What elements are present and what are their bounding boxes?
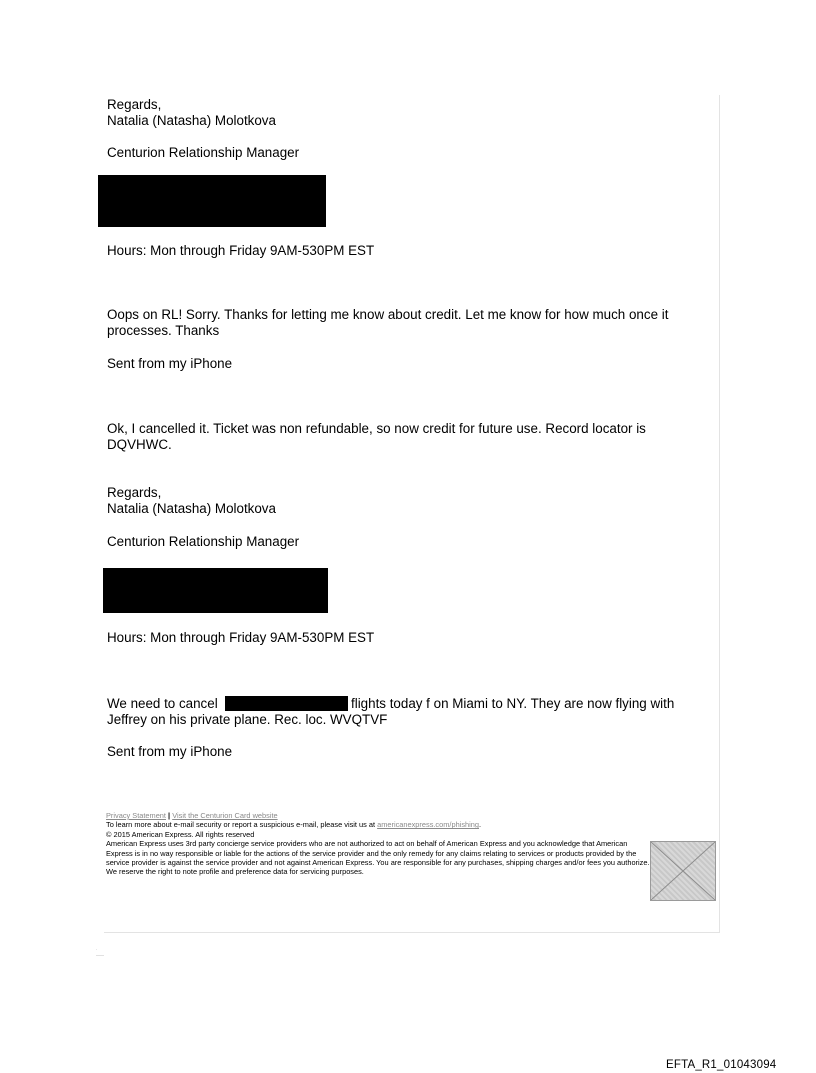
- security-notice: [106, 820, 651, 829]
- message-body: Ok, I cancelled it. Ticket was non refundable, so now credit for future use. Record locator is DQVHWC.: [107, 421, 646, 452]
- signature-name: Natalia (Natasha) Molotkova: [107, 113, 276, 128]
- message-body-cont: flights today f on Miami to NY. They are now flying with: [351, 696, 675, 711]
- email-footer: [106, 811, 651, 877]
- broken-image-icon: [651, 842, 715, 900]
- email-frame-bottom-border: [104, 932, 720, 933]
- redaction-box: [98, 175, 326, 227]
- privacy-statement-link[interactable]: Privacy Statement: [106, 811, 166, 820]
- redaction-box: [103, 568, 328, 613]
- message-body-line2: Jeffrey on his private plane. Rec. loc. WVQTVF: [107, 712, 388, 727]
- phishing-link[interactable]: americanexpress.com/phishing: [377, 820, 479, 830]
- disclaimer-text: American Express uses 3rd party concierge service providers who are not authorized to act on behalf of American Express and you acknowledge that American Express is in no way responsible or liable for the actions of the service provider and the only remedy for any claims relating to services or products provided by the service provider is against the service provider and not against American Express. You are responsible for any purchases, shipping charges and/or fees you authorize. We reserve the right to note profile and preference data for servicing purposes.: [106, 839, 650, 877]
- message-body-start: We need to cancel: [107, 696, 218, 711]
- security-text: To learn more about e-mail security or report a suspicious e-mail, please visit us at: [106, 820, 378, 830]
- redaction-box: [225, 696, 348, 711]
- signature-name: Natalia (Natasha) Molotkova: [107, 501, 276, 516]
- footer-link-separator: |: [168, 811, 171, 820]
- message-body: Oops on RL! Sorry. Thanks for letting me know about credit. Let me know for how much once it processes. Thanks: [107, 307, 669, 338]
- email-frame-right-border: [719, 95, 720, 933]
- signature-hours: Hours: Mon through Friday 9AM-530PM EST: [107, 630, 375, 645]
- security-tail: .: [478, 820, 482, 830]
- broken-image-placeholder: [650, 841, 716, 901]
- signature-title: Centurion Relationship Manager: [107, 534, 300, 549]
- centurion-website-link[interactable]: Visit the Centurion Card website: [172, 811, 278, 820]
- footer-links-row: [106, 811, 651, 820]
- signature-regards: Regards,: [107, 485, 162, 500]
- signature-regards: Regards,: [107, 97, 162, 112]
- scan-artifact-mark: · ——: [96, 947, 104, 957]
- signature-hours: Hours: Mon through Friday 9AM-530PM EST: [107, 243, 375, 258]
- signature-title: Centurion Relationship Manager: [107, 145, 300, 160]
- document-id: EFTA_R1_01043094: [666, 1059, 777, 1071]
- sent-from-iphone: Sent from my iPhone: [107, 744, 233, 759]
- copyright-text: © 2015 American Express. All rights reserved: [106, 829, 255, 839]
- sent-from-iphone: Sent from my iPhone: [107, 356, 233, 371]
